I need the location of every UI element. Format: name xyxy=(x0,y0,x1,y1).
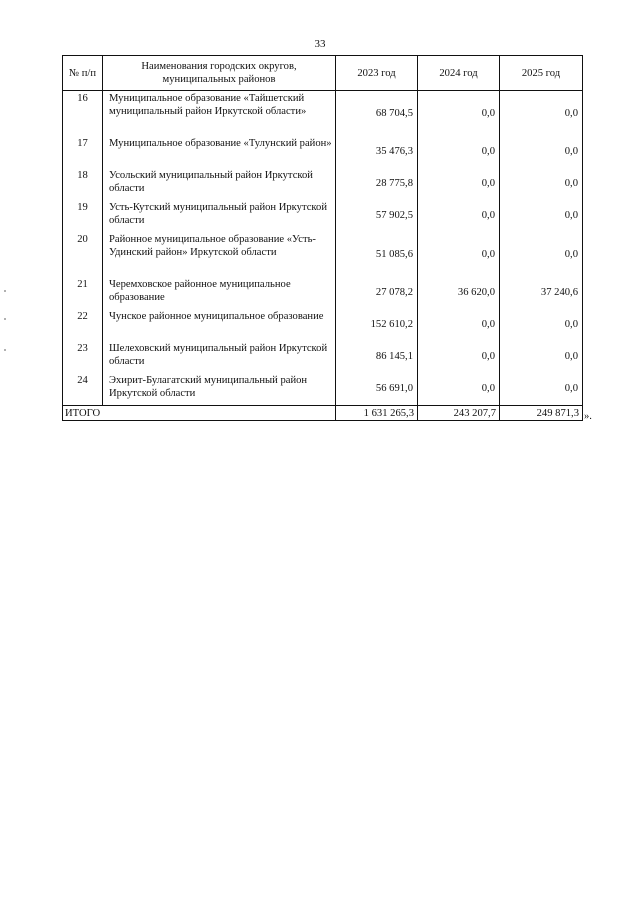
header-2024: 2024 год xyxy=(418,56,500,91)
table-row xyxy=(63,232,583,277)
row-value-2023: 68 704,5 xyxy=(336,91,418,137)
row-name: Черемховское районное муниципальное образование xyxy=(103,277,336,309)
row-value-2024: 36 620,0 xyxy=(418,277,500,309)
row-name: Муниципальное образование «Тулунский район» xyxy=(103,136,336,168)
table-row xyxy=(63,200,583,232)
row-name: Шелеховский муниципальный район Иркутской области xyxy=(103,341,336,373)
allocation-table xyxy=(62,55,583,421)
row-num: 23 xyxy=(63,341,103,373)
header-name: Наименования городских округов, муниципальных районов xyxy=(103,56,336,91)
row-num: 21 xyxy=(63,277,103,309)
row-value-2025: 0,0 xyxy=(500,309,583,341)
row-num: 17 xyxy=(63,136,103,168)
total-value-2024: 243 207,7 xyxy=(418,406,500,421)
row-value-2025: 37 240,6 xyxy=(500,277,583,309)
row-value-2023: 35 476,3 xyxy=(336,136,418,168)
row-value-2025: 0,0 xyxy=(500,91,583,137)
table-row xyxy=(63,136,583,168)
row-value-2025: 0,0 xyxy=(500,168,583,200)
table-row xyxy=(63,277,583,309)
total-value-2023: 1 631 265,3 xyxy=(336,406,418,421)
row-name: Усть-Кутский муниципальный район Иркутской области xyxy=(103,200,336,232)
table-header-row xyxy=(63,56,583,91)
row-value-2023: 56 691,0 xyxy=(336,373,418,406)
row-value-2023: 27 078,2 xyxy=(336,277,418,309)
row-value-2024: 0,0 xyxy=(418,91,500,137)
row-num: 24 xyxy=(63,373,103,406)
row-value-2025: 0,0 xyxy=(500,232,583,277)
row-value-2024: 0,0 xyxy=(418,309,500,341)
row-value-2024: 0,0 xyxy=(418,232,500,277)
table-row xyxy=(63,373,583,406)
header-num: № п/п xyxy=(63,56,103,91)
table-header xyxy=(63,56,583,91)
row-value-2023: 28 775,8 xyxy=(336,168,418,200)
allocation-table-container xyxy=(62,55,583,421)
row-value-2025: 0,0 xyxy=(500,341,583,373)
row-name: Усольский муниципальный район Иркутской области xyxy=(103,168,336,200)
table-row xyxy=(63,168,583,200)
row-value-2023: 51 085,6 xyxy=(336,232,418,277)
row-num: 16 xyxy=(63,91,103,137)
header-2023: 2023 год xyxy=(336,56,418,91)
row-value-2024: 0,0 xyxy=(418,168,500,200)
row-num: 18 xyxy=(63,168,103,200)
row-value-2025: 0,0 xyxy=(500,373,583,406)
row-num: 19 xyxy=(63,200,103,232)
scan-margin-mark xyxy=(4,349,6,351)
row-num: 22 xyxy=(63,309,103,341)
row-value-2023: 57 902,5 xyxy=(336,200,418,232)
page-number: 33 xyxy=(314,38,326,50)
row-value-2025: 0,0 xyxy=(500,136,583,168)
header-2025: 2025 год xyxy=(500,56,583,91)
row-name: Районное муниципальное образование «Усть-Удинский район» Иркутской области xyxy=(103,232,336,277)
scan-margin-mark xyxy=(4,290,6,292)
row-value-2023: 152 610,2 xyxy=(336,309,418,341)
scan-margin-mark xyxy=(4,318,6,320)
total-value-2025: 249 871,3 xyxy=(500,406,583,421)
total-row xyxy=(63,406,583,421)
row-value-2024: 0,0 xyxy=(418,200,500,232)
closing-quote-mark: ». xyxy=(584,411,592,422)
row-value-2024: 0,0 xyxy=(418,136,500,168)
row-name: Эхирит-Булагатский муниципальный район Иркутской области xyxy=(103,373,336,406)
row-name: Муниципальное образование «Тайшетский муниципальный район Иркутской области» xyxy=(103,91,336,137)
row-value-2025: 0,0 xyxy=(500,200,583,232)
row-name: Чунское районное муниципальное образование xyxy=(103,309,336,341)
table-row xyxy=(63,341,583,373)
table-body xyxy=(63,91,583,421)
row-num: 20 xyxy=(63,232,103,277)
total-label: ИТОГО xyxy=(63,406,336,421)
row-value-2024: 0,0 xyxy=(418,373,500,406)
row-value-2024: 0,0 xyxy=(418,341,500,373)
table-row xyxy=(63,91,583,137)
table-row xyxy=(63,309,583,341)
row-value-2023: 86 145,1 xyxy=(336,341,418,373)
